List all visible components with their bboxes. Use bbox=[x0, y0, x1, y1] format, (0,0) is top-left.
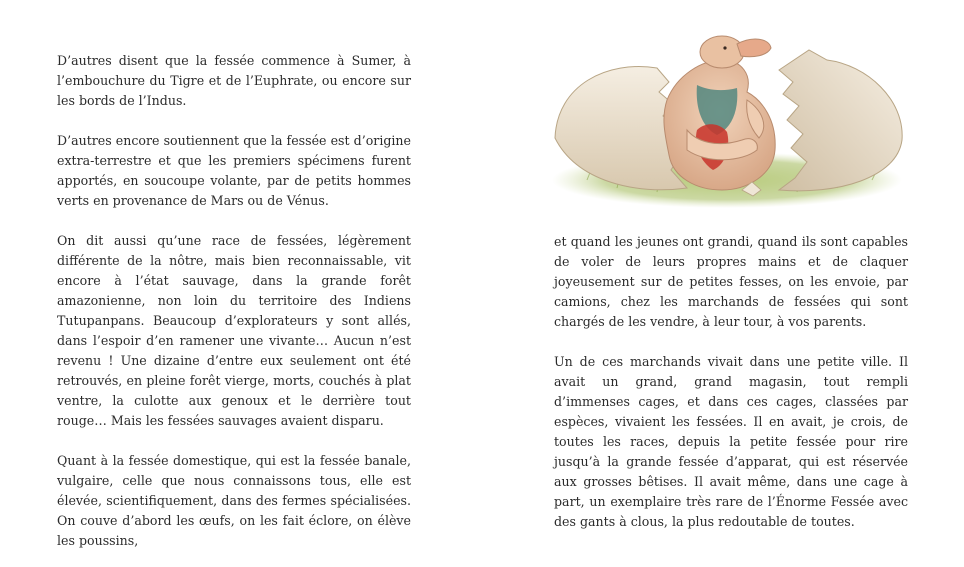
hatching-egg-illustration bbox=[547, 30, 909, 210]
paragraph: D’autres disent que la fessée commence à Sumer, à l’embouchure du Tigre et de l’Euphrate, ou encore sur les bords de l’Indus. bbox=[57, 53, 411, 108]
paragraph: et quand les jeunes ont grandi, quand ils sont capables de voler de leurs propres mains et de claquer joyeusement sur de petites fesses, on les envoie, par camions, chez les marchands de fessées qui sont chargés de les vendre, à leur tour, à vos parents. bbox=[554, 234, 908, 329]
left-text-column bbox=[57, 51, 411, 551]
paragraph: Quant à la fessée domestique, qui est la fessée banale, vulgaire, celle que nous connaissons tous, elle est élevée, scientifiquement, dans des fermes spécialisées. On couve d’abord les œufs, on les fait éclore, on élève les poussins, bbox=[57, 453, 411, 548]
right-text-column bbox=[554, 232, 908, 532]
paragraph: Un de ces marchands vivait dans une petite ville. Il avait un grand, grand magasin, tout rempli d’immenses cages, et dans ces cages, classées par espèces, vivaient les fessées. Il en avait, je crois, de toutes les races, depuis la petite fessée pour rire jusqu’à la grande fessée d’apparat, qui est réservée aux grosses bêtises. Il avait même, dans une cage à part, un exemplaire très rare de l’Énorme Fessée avec des gants à clous, la plus redoutable de toutes. bbox=[554, 354, 908, 529]
paragraph: D’autres encore soutiennent que la fessée est d’origine extra-terrestre et que les premiers spécimens furent apportés, en soucoupe volante, par de petits hommes verts en provenance de Mars ou de Vénus. bbox=[57, 133, 411, 208]
right-page bbox=[482, 0, 964, 567]
paragraph: On dit aussi qu’une race de fessées, légèrement différente de la nôtre, mais bien reconnaissable, vit encore à l’état sauvage, dans la grande forêt amazonienne, non loin du territoire des Indiens Tutupanpans. Beaucoup d’explorateurs y sont allés, dans l’espoir d’en ramener une vivante… Aucun n’est revenu ! Une dizaine d’entre eux seulement ont été retrouvés, en pleine forêt vierge, morts, couchés à plat ventre, la culotte aux genoux et le derrière tout rouge… Mais les fessées sauvages avaient disparu. bbox=[57, 233, 411, 428]
